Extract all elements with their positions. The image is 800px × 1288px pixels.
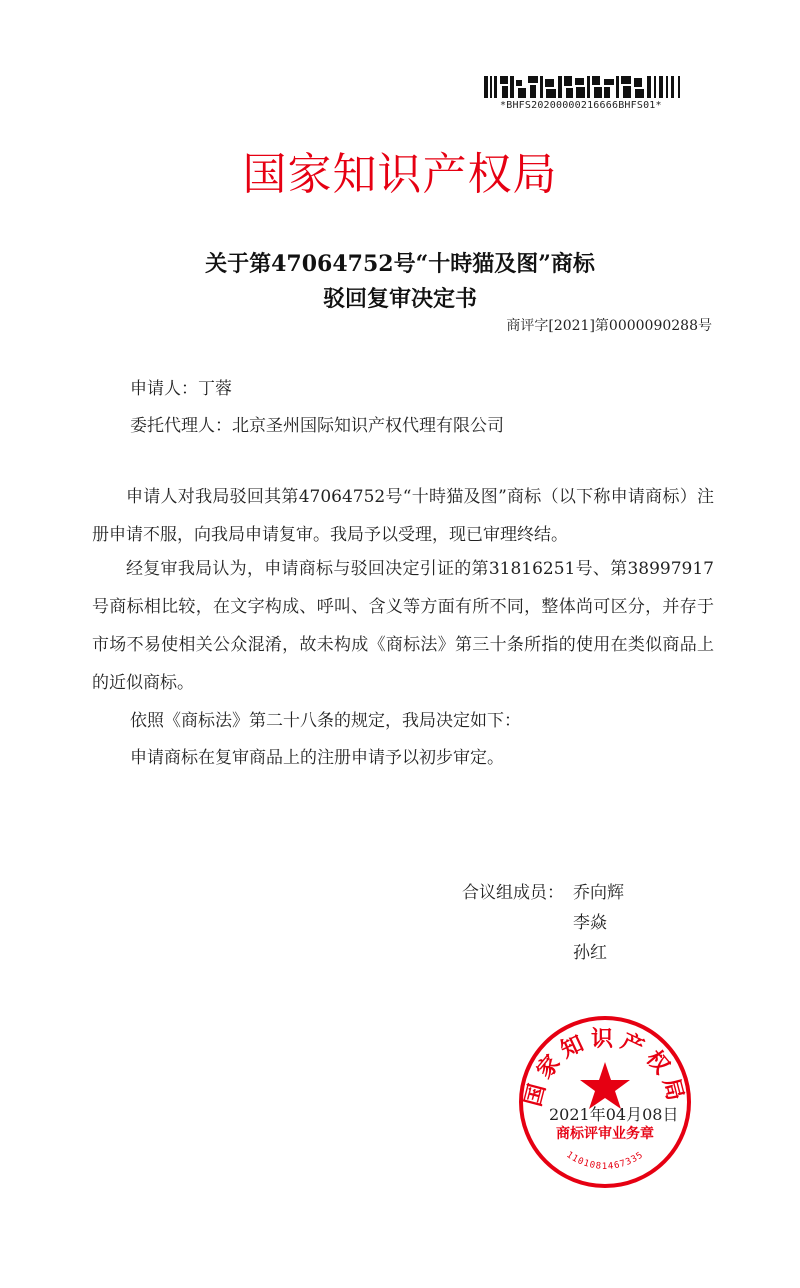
- seal-subtext: 商标评审业务章: [556, 1126, 654, 1142]
- body-paragraph-2: 经复审我局认为，申请商标与驳回决定引证的第31816251号、第38997917号商标相比较，在文字构成、呼叫、含义等方面有所不同，整体尚可区分，并存于市场不易使相关公众混淆，故未构成《商标法》第三十条所指的使用在类似商品上的近似商标。: [92, 559, 714, 693]
- body-paragraph-3: 依照《商标法》第二十八条的规定，我局决定如下：: [130, 711, 521, 731]
- agent-line: 委托代理人：北京圣州国际知识产权代理有限公司: [130, 416, 504, 436]
- seal-text: 国家知识产权局: [521, 1027, 689, 1109]
- body-paragraph-4: 申请商标在复审商品上的注册申请予以初步审定。: [130, 748, 504, 768]
- barcode: [484, 76, 684, 98]
- office-name: 国家知识产权局: [242, 149, 558, 200]
- body-paragraph-1: 申请人对我局驳回其第47064752号“十時猫及图”商标（以下称申请商标）注册申请不服，向我局申请复审。我局予以受理，现已审理终结。: [92, 487, 714, 545]
- panel-member: 孙红: [573, 943, 607, 963]
- svg-text:1101081467335: [564, 1150, 645, 1172]
- document-title-line2: 驳回复审决定书: [322, 286, 477, 312]
- panel-member: 乔向辉: [573, 883, 624, 903]
- decision-date: 2021年04月08日: [549, 1105, 679, 1124]
- document-number: 商评字[2021]第0000090288号: [506, 318, 712, 334]
- document-title-line1: 关于第47064752号“十時猫及图”商标: [205, 251, 595, 277]
- panel-members-label: 合议组成员：: [462, 883, 564, 903]
- applicant-line: 申请人：丁蓉: [130, 379, 232, 399]
- seal-number: 1101081467335: [564, 1150, 646, 1172]
- barcode-number: *BHFS20200000216666BHFS01*: [500, 100, 662, 111]
- panel-member: 李焱: [573, 913, 607, 933]
